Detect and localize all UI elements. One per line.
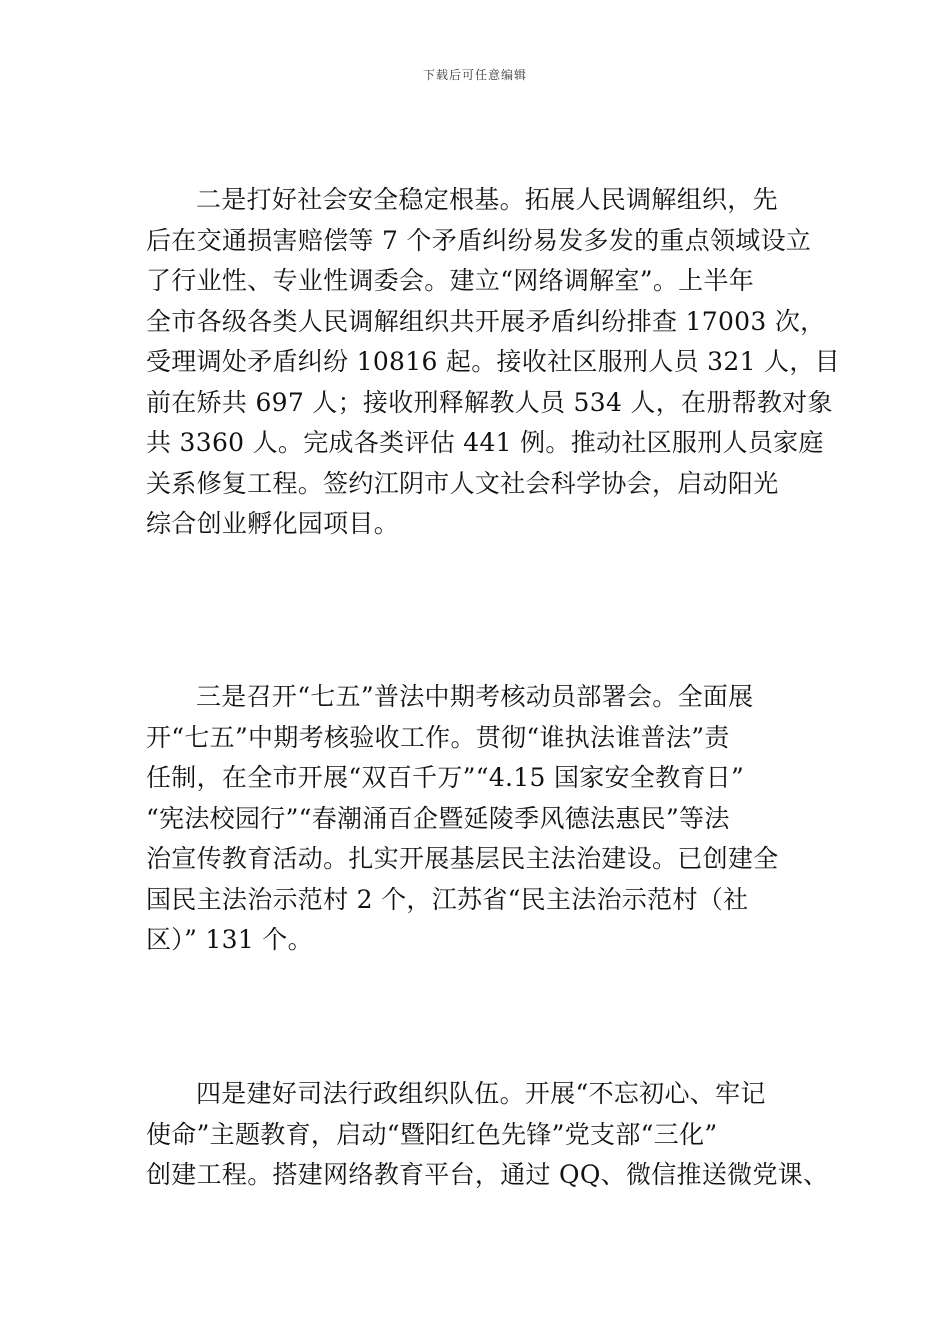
paragraph-line: 三是召开“七五”普法中期考核动员部署会。全面展 xyxy=(196,682,754,711)
paragraph-line: 二是打好社会安全稳定根基。拓展人民调解组织，先 xyxy=(196,185,778,214)
paragraph-line: 关系修复工程。签约江阴市人文社会科学协会，启动阳光 xyxy=(146,468,779,498)
paragraph-line: 开“七五”中期考核验收工作。贯彻“谁执法谁普法”责 xyxy=(146,722,730,752)
paragraph-line: 前在矫共 697 人；接收刑释解教人员 534 人，在册帮教对象 xyxy=(146,387,833,417)
paragraph-line: 国民主法治示范村 2 个，江苏省“民主法治示范村（社 xyxy=(146,884,749,914)
paragraph-line: “宪法校园行”“春潮涌百企暨延陵季风德法惠民”等法 xyxy=(146,803,730,833)
paragraph-line: 区）” 131 个。 xyxy=(146,925,313,954)
paragraph-line: 四是建好司法行政组织队伍。开展“不忘初心、牢记 xyxy=(196,1079,766,1108)
header-note: 下载后可任意编辑 xyxy=(422,68,527,82)
paragraph-organization-team xyxy=(146,1074,828,1196)
paragraph-line: 治宣传教育活动。扎实开展基层民主法治建设。已创建全 xyxy=(146,844,779,873)
paragraph-line: 受理调处矛盾纠纷 10816 起。接收社区服刑人员 321 人，目 xyxy=(146,347,840,376)
paragraph-law-education xyxy=(146,677,779,961)
paragraph-line: 任制，在全市开展“双百千万”“4.15 国家安全教育日” xyxy=(146,763,745,792)
paragraph-social-stability xyxy=(146,180,840,545)
paragraph-line: 了行业性、专业性调委会。建立“网络调解室”。上半年 xyxy=(146,266,755,295)
paragraph-line: 创建工程。搭建网络教育平台，通过 QQ、微信推送微党课、 xyxy=(146,1160,829,1189)
paragraph-line: 全市各级各类人民调解组织共开展矛盾纠纷排查 17003 次， xyxy=(146,306,826,336)
paragraph-line: 使命”主题教育，启动“暨阳红色先锋”党支部“三化” xyxy=(146,1119,718,1149)
paragraph-line: 后在交通损害赔偿等 7 个矛盾纠纷易发多发的重点领域设立 xyxy=(146,225,812,255)
paragraph-line: 共 3360 人。完成各类评估 441 例。推动社区服刑人员家庭 xyxy=(146,428,824,457)
paragraph-line: 综合创业孵化园项目。 xyxy=(146,509,400,538)
